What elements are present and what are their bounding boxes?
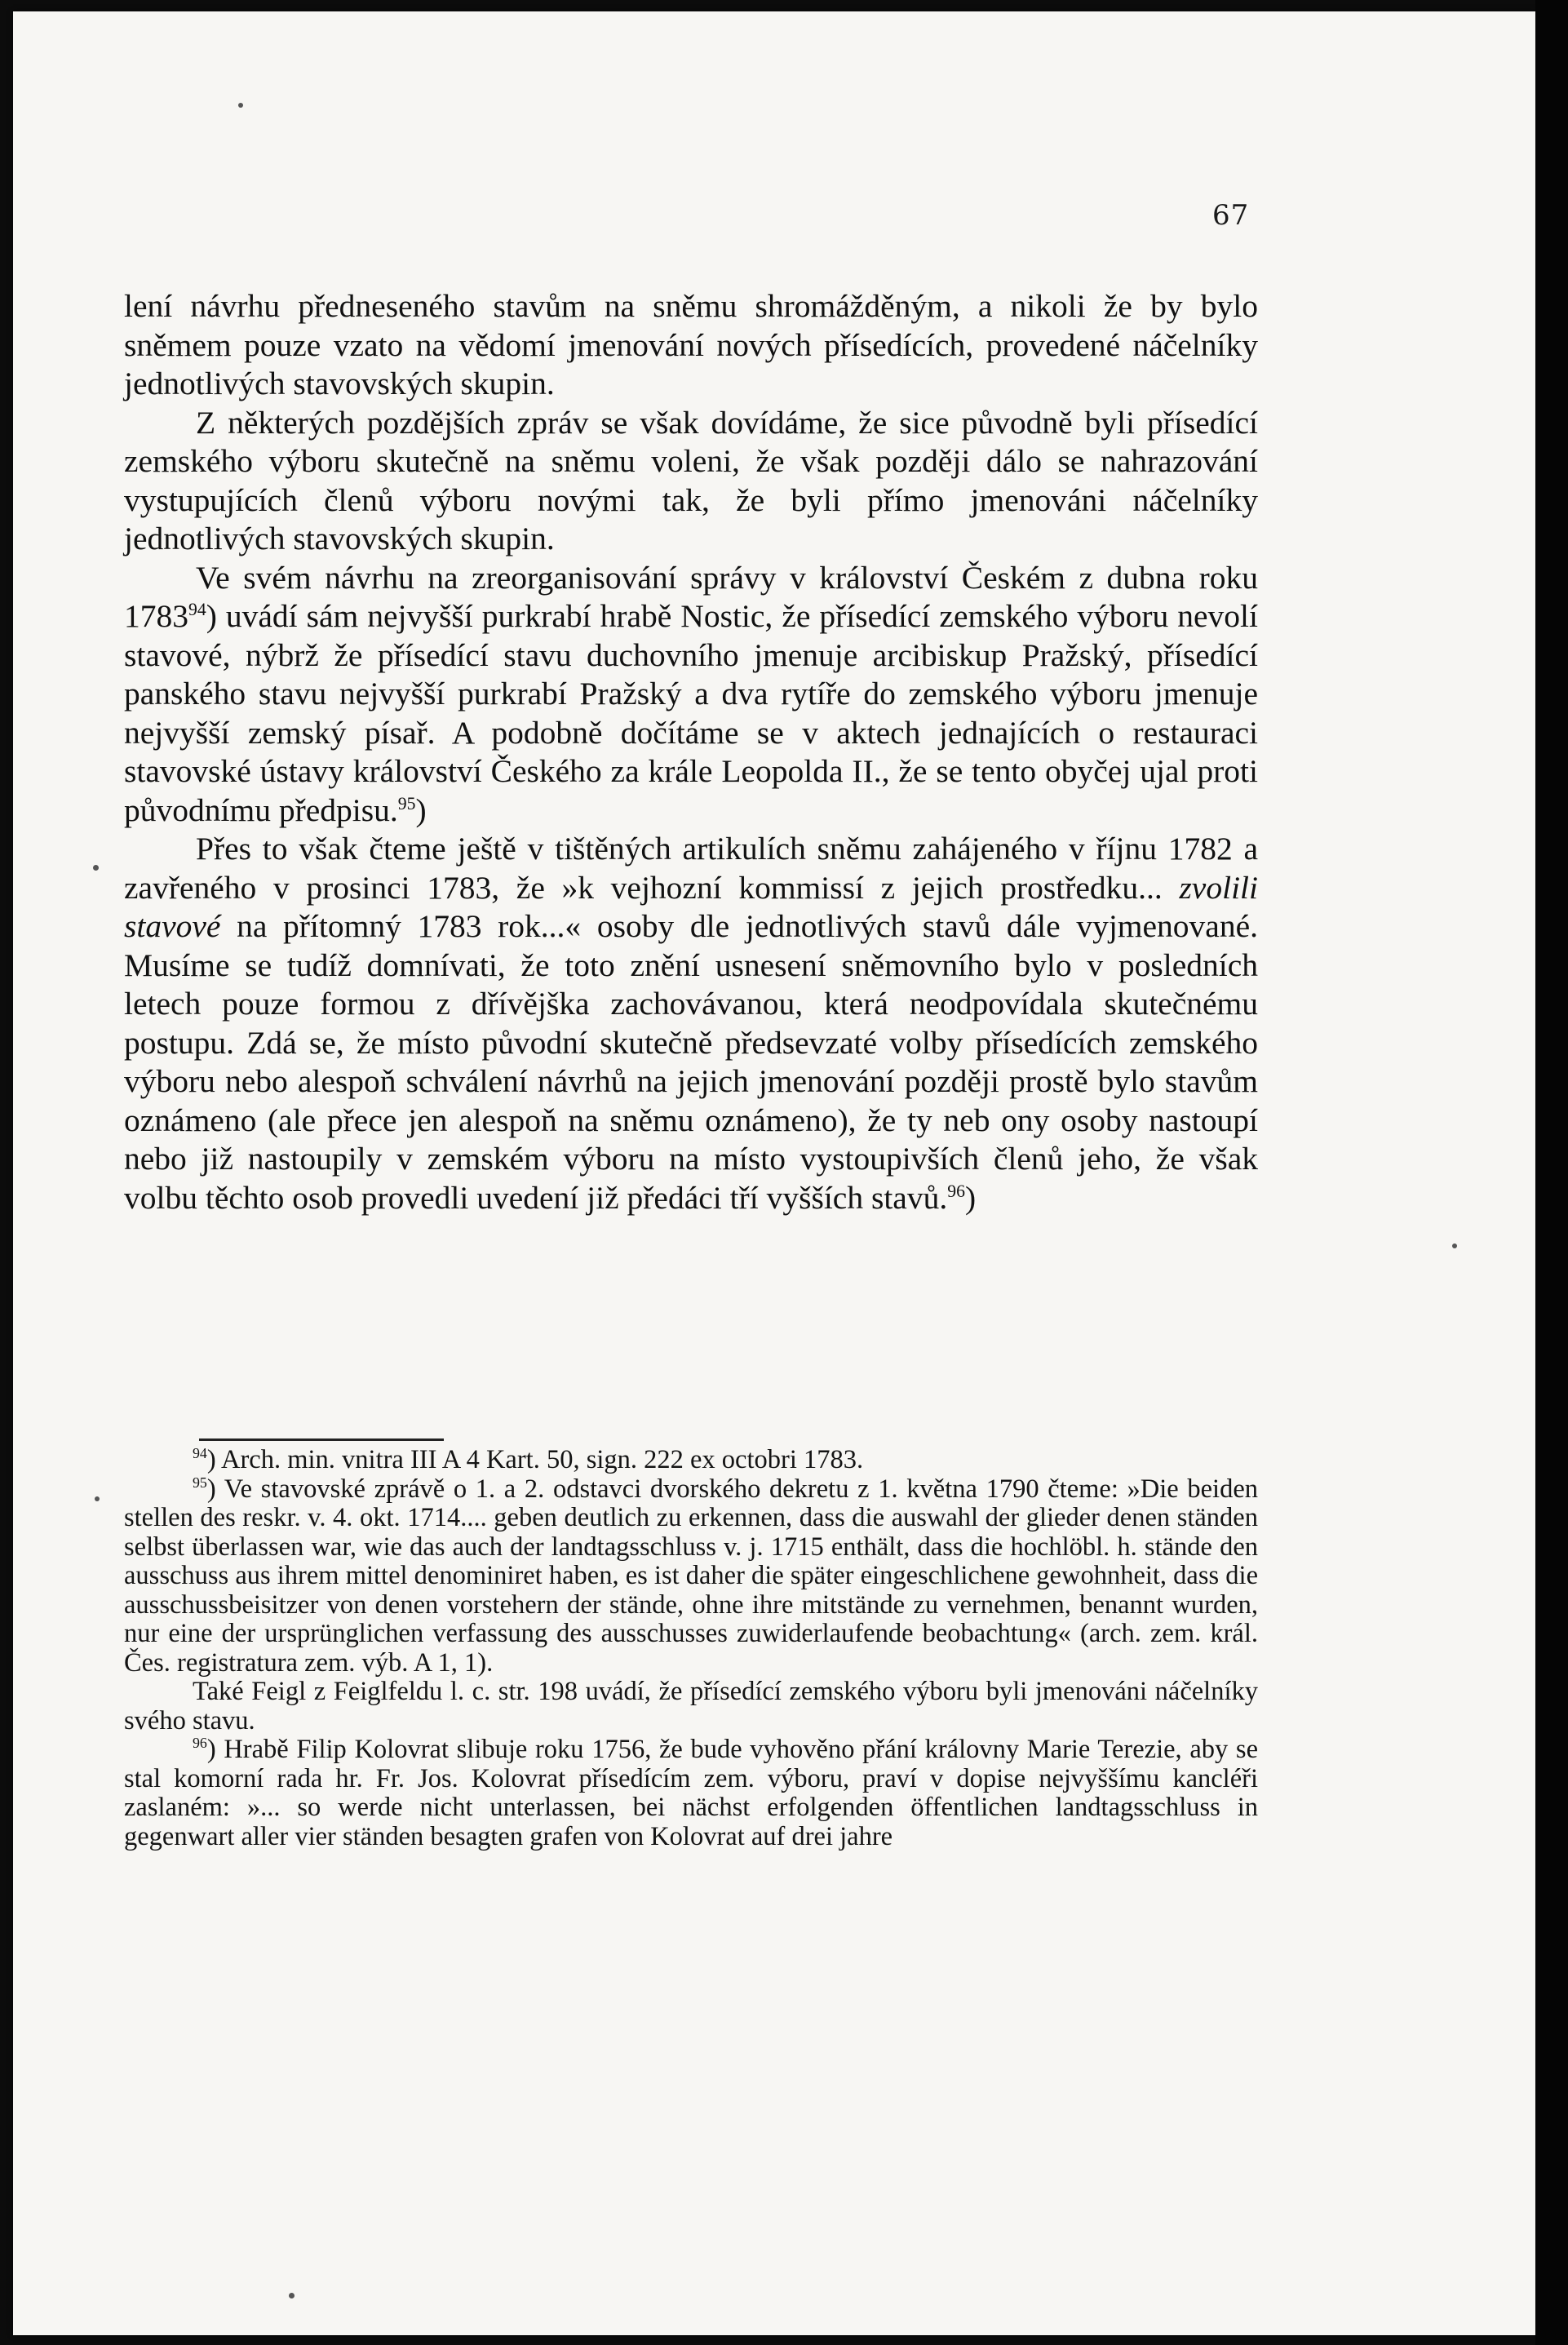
scan-border — [1535, 0, 1568, 2345]
footnote-divider — [199, 1438, 444, 1441]
footnote-text: ) Hrabě Filip Kolovrat slibuje roku 1756, že bude vyhověno přání královny Marie Terezie, aby se stal komorní rada hr. Fr. Jos. Kolovrat přísedícím zem. výboru, praví v dopise nejvyššímu kancléři zaslaném: »... so werde nicht unterlassen, bei nächst erfolgenden öffentlichen landtagsschluss in gegenwart aller vier ständen besagten grafen von Kolovrat auf drei jahre — [124, 1735, 1258, 1851]
speck — [95, 1496, 100, 1501]
footnote-text: ) Ve stavovské zprávě o 1. a 2. odstavci dvorského dekretu z 1. května 1790 čteme: »Die beiden stellen des reskr. v. 4. okt. 1714.... geben deutlich zu erkennen, dass die auswahl der glieder denen ständen selbst überlassen war, wie das auch der landtagsschluss v. j. 1715 enthält, dass die hochlöbl. h. stände den ausschuss aus ihrem mittel denominiret haben, es ist daher die später eingeschlichene gewohnheit, dass die ausschussbeisitzer von denen vorstehern der stände, ohne ihre mitstände zu vernehmen, benannt wurden, nur eine der ursprünglichen verfassung des ausschusses zuwiderlaufende beobachtung« (arch. zem. král. Čes. registratura zem. výb. A 1, 1). — [124, 1474, 1258, 1678]
footnote-reference: 96 — [947, 1181, 965, 1201]
page-number: 67 — [1212, 199, 1250, 232]
footnote-95-continuation: Také Feigl z Feiglfeldu l. c. str. 198 uvádí, že přísedící zemského výboru byli jmenováni náčelníky svého stavu. — [124, 1677, 1258, 1735]
footnote-marker: 95 — [193, 1474, 207, 1491]
speck — [93, 865, 99, 871]
speck — [238, 103, 243, 108]
footnote-95 — [124, 1475, 1258, 1678]
paragraph-text: Ve svém návrhu na zreorganisování správy v království Českém z dubna roku 1783 — [124, 559, 1258, 634]
speck — [289, 2293, 295, 2298]
footnote-marker: 94 — [193, 1445, 207, 1462]
footnote-marker: 96 — [193, 1735, 207, 1752]
footnote-reference: 95 — [397, 793, 416, 813]
footnote-96 — [124, 1735, 1258, 1851]
footnote-reference: 94 — [188, 599, 206, 619]
paragraph-text: Přes to však čteme ještě v tištěných artikulích sněmu zahájeného v říjnu 1782 a zavřeného v prosinci 1783, že »k vejhozní kommissí z jejich prostředku... — [124, 831, 1258, 906]
paragraph-text: ) — [415, 791, 427, 828]
speck — [1452, 1243, 1457, 1248]
paragraph: lení návrhu předneseného stavům na sněmu shromážděným, a nikoli že by bylo sněmem pouze vzato na vědomí jmenování nových přísedících, provedené náčelníky jednotlivých stavovských skupin. — [124, 288, 1258, 401]
paragraph: Z některých pozdějších zpráv se však dovídáme, že sice původně byli přísedící zemského výboru skutečně na sněmu voleni, že však později dálo se nahrazování vystupujících členů výboru novými tak, že byli přímo jmenováni náčelníky jednotlivých stavovských skupin. — [124, 404, 1258, 556]
paragraph — [124, 830, 1258, 1217]
footnote-94 — [124, 1446, 1258, 1475]
paragraph-text: ) — [964, 1179, 977, 1216]
footnotes — [124, 1446, 1258, 1851]
paragraph-text: na přítomný 1783 rok...« osoby dle jednotlivých stavů dále vyjmenované. Musíme se tudíž domnívati, že toto znění usnesení sněmovního bylo v posledních letech pouze formou z dřívějška zachovávanou, která neodpovídala skutečnému postupu. Zdá se, že místo původní skutečně předsevzaté volby přísedících zemského výboru nebo alespoň schválení návrhů na jejich jmenování později prostě bylo stavům oznámeno (ale přece jen alespoň na sněmu oznámeno), že ty neb ony osoby nastoupí nebo již nastoupily v zemském výboru na místo vystoupivších členů jeho, že však volbu těchto osob provedli uvedení již předáci tří vyšších stavů. — [124, 908, 1258, 1216]
emphasis: zvolili stavové — [124, 869, 1258, 944]
paragraph-text: ) uvádí sám nejvyšší purkrabí hrabě Nostic, že přísedící zemského výboru nevolí stavové, nýbrž že přísedící stavu duchovního jmenuje arcibiskup Pražský, přísedící panského stavu nejvyšší purkrabí Pražský a dva rytíře do zemského výboru jmenuje nejvyšší zemský písař. A podobně dočítáme se v aktech jednajících o restauraci stavovské ústavy království Českého za krále Leopolda II., že se tento obyčej ujal proti původnímu předpisu. — [124, 598, 1258, 828]
paragraph — [124, 559, 1258, 831]
footnote-text: ) Arch. min. vnitra III A 4 Kart. 50, sign. 222 ex octobri 1783. — [206, 1445, 864, 1474]
body-text — [124, 287, 1258, 1217]
